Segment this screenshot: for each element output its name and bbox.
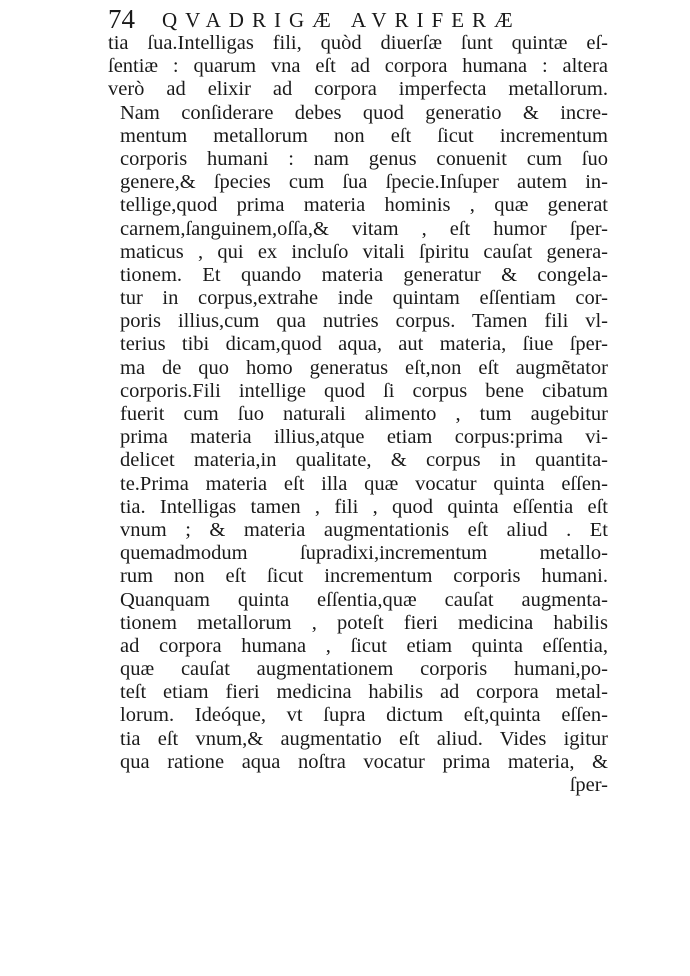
- text-line: ad corpora humana , ſicut etiam quinta eſſentia,: [120, 634, 608, 657]
- text-line: Nam conſiderare debes quod generatio & incre-: [120, 101, 608, 124]
- text-line: terius tibi dicam,quod aqua, aut materia, ſiue ſper-: [120, 333, 608, 356]
- text-line: carnem,ſanguinem,oſſa,& vitam , eſt humor ſper-: [120, 217, 608, 240]
- running-title: QVADRIGÆ AVRIFERÆ: [162, 8, 521, 32]
- text-line: te.Prima materia eſt illa quæ vocatur quinta eſſen-: [120, 472, 608, 495]
- text-line: genere,& ſpecies cum ſua ſpecie.Inſuper autem in-: [120, 171, 608, 194]
- text-line: tia. Intelligas tamen , fili , quod quinta eſſentia eſt: [120, 495, 608, 518]
- text-line: tionem metallorum , poteſt fieri medicina habilis: [120, 611, 608, 634]
- text-line: poris illius,cum qua nutries corpus. Tamen fili vl-: [120, 310, 608, 333]
- text-line: ſentiæ : quarum vna eſt ad corpora humana : altera: [108, 55, 608, 78]
- text-line: tia eſt vnum,& augmentatio eſt aliud. Vides igitur: [120, 727, 608, 750]
- text-line: rum non eſt ſicut incrementum corporis humani.: [120, 565, 608, 588]
- text-line: mentum metallorum non eſt ſicut incrementum: [120, 124, 608, 147]
- text-line: fuerit cum ſuo naturali alimento , tum augebitur: [120, 403, 608, 425]
- text-line: maticus , qui ex incluſo vitali ſpiritu cauſat genera-: [120, 240, 608, 263]
- text-line: qua ratione aqua noſtra vocatur prima materia, &: [120, 750, 608, 773]
- text-line: delicet materia,in qualitate, & corpus in quantita-: [120, 449, 608, 472]
- text-line: tellige,quod prima materia hominis , quæ generat: [120, 194, 608, 217]
- page-number: 74: [108, 4, 135, 34]
- page-body-text: [108, 32, 608, 797]
- text-line: corporis.Fili intellige quod ſi corpus bene cibatum: [120, 379, 608, 402]
- text-line: ma de quo homo generatus eſt,non eſt augmẽtator: [120, 356, 608, 379]
- text-line: tia ſua.Intelligas fili, quòd diuerſæ ſunt quintæ eſ-: [108, 32, 608, 54]
- text-line: quæ cauſat augmentationem corporis humani,po-: [120, 658, 608, 681]
- text-line: lorum. Ideóque, vt ſupra dictum eſt,quinta eſſen-: [120, 704, 608, 727]
- text-line: tur in corpus,extrahe inde quintam eſſentiam cor-: [120, 287, 608, 310]
- text-line: vnum ; & materia augmentationis eſt aliud . Et: [120, 518, 608, 541]
- catchword: ſper-: [569, 774, 608, 796]
- text-line: corporis humani : nam genus conuenit cum ſuo: [120, 147, 608, 170]
- text-line: prima materia illius,atque etiam corpus:prima vi-: [120, 426, 608, 449]
- text-line: teſt etiam fieri medicina habilis ad corpora metal-: [120, 681, 608, 704]
- text-line: Quanquam quinta eſſentia,quæ cauſat augmenta-: [120, 588, 608, 611]
- text-line: tionem. Et quando materia generatur & congela-: [120, 263, 608, 286]
- text-line: verò ad elixir ad corpora imperfecta metallorum.: [108, 78, 608, 101]
- text-line: quemadmodum ſupradixi,incrementum metallo-: [120, 542, 608, 565]
- page-header: [108, 4, 608, 34]
